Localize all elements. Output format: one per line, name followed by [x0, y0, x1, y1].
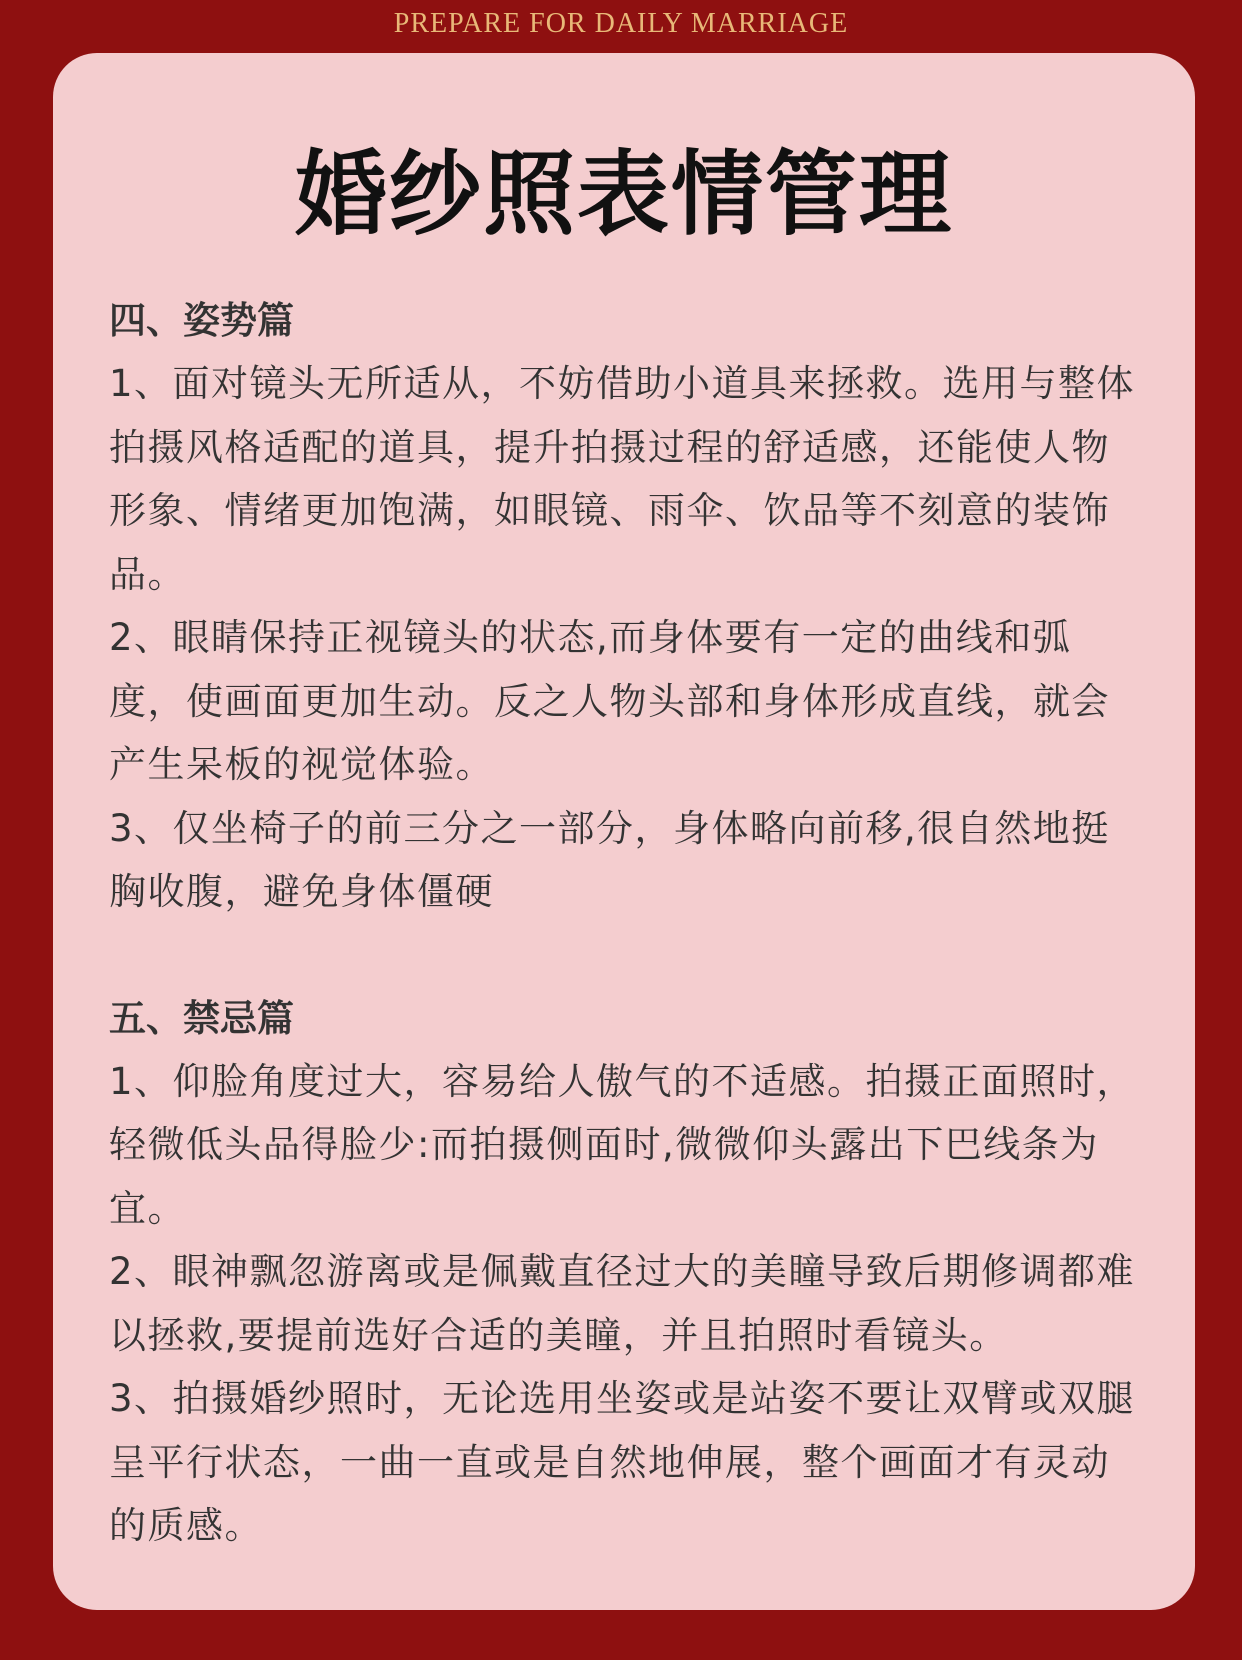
section-item: 2、眼神飘忽游离或是佩戴直径过大的美瞳导致后期修调都难以拯救,要提前选好合适的美瞳，并且拍照时看镜头。 [109, 1250, 1136, 1357]
section-heading: 四、姿势篇 [109, 299, 294, 342]
section-taboo [109, 987, 1139, 1558]
page-title: 婚纱照表情管理 [294, 141, 953, 248]
section-item: 1、面对镜头无所适从，不妨借助小道具来拯救。选用与整体拍摄风格适配的道具，提升拍摄过程的舒适感，还能使人物形象、情绪更加饱满，如眼镜、雨伞、饮品等不刻意的装饰品。 [109, 362, 1136, 596]
section-item: 3、拍摄婚纱照时，无论选用坐姿或是站姿不要让双臂或双腿呈平行状态，一曲一直或是自然地伸展，整个画面才有灵动的质感。 [109, 1377, 1136, 1547]
section-item: 1、仰脸角度过大，容易给人傲气的不适感。拍摄正面照时，轻微低头品得脸少:而拍摄侧面时,微微仰头露出下巴线条为宜。 [109, 1059, 1136, 1230]
header-tagline: PREPARE FOR DAILY MARRIAGE [393, 8, 849, 39]
content-card [53, 53, 1195, 1610]
section-item: 3、仅坐椅子的前三分之一部分，身体略向前移,很自然地挺胸收腹，避免身体僵硬 [109, 806, 1110, 913]
section-posture [109, 289, 1139, 924]
section-heading: 五、禁忌篇 [109, 996, 294, 1040]
section-item: 2、眼睛保持正视镜头的状态,而身体要有一定的曲线和弧度，使画面更加生动。反之人物头部和身体形成直线，就会产生呆板的视觉体验。 [109, 616, 1110, 786]
